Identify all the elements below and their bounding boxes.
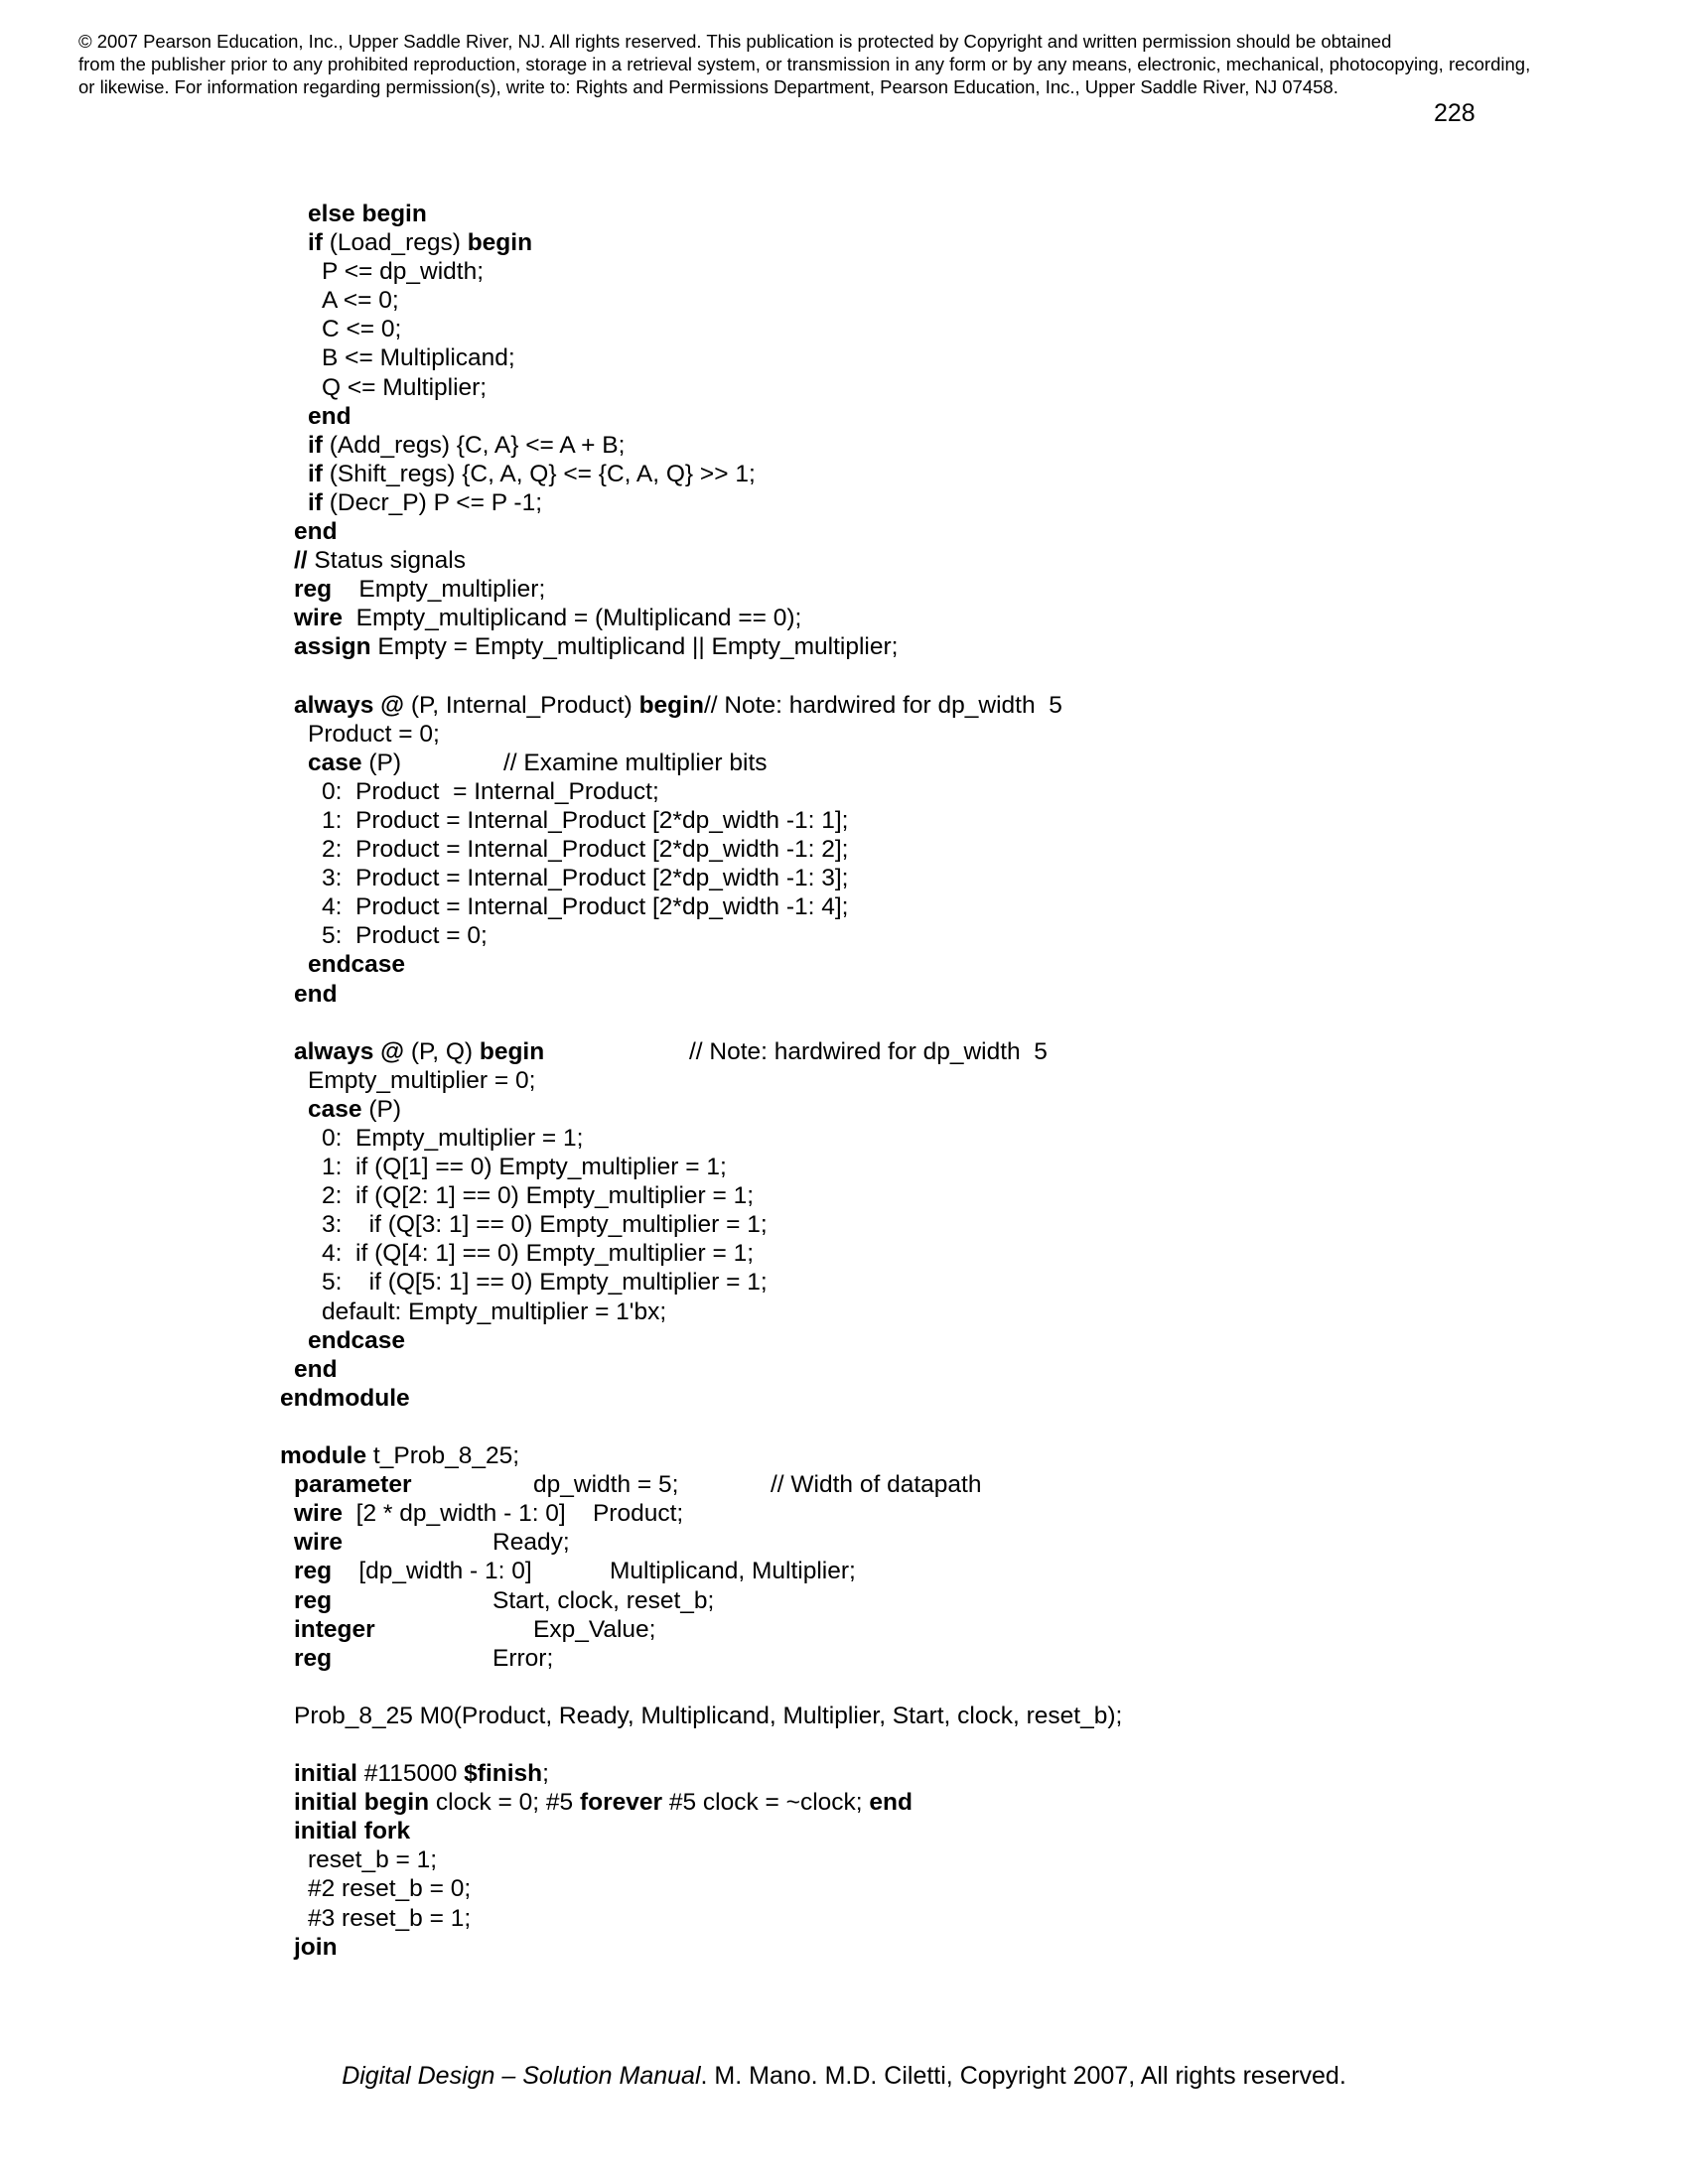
code-keyword: else begin [308,201,427,227]
code-line [280,1037,1122,1066]
code-text: 5: Product = 0; [322,922,488,950]
code-keyword: wire [294,1529,344,1557]
code-line [280,1673,1122,1702]
code-keyword: case [308,749,362,776]
code-line [280,1268,1122,1297]
code-tabbed-text: Start, clock, reset_b; [492,1586,715,1614]
code-line [280,257,1122,286]
code-tabbed-text: Error; [492,1644,554,1672]
code-keyword: $finish [464,1760,543,1788]
code-keyword: if [308,431,323,459]
code-keyword: if [308,460,323,487]
code-text: #5 clock = ~clock; [662,1789,870,1817]
code-text: 3: if (Q[3: 1] == 0) Empty_multiplier = 1; [322,1211,768,1239]
code-keyword: if [308,229,323,257]
code-text: 3: Product = Internal_Product [2*dp_width -1: 3]; [322,865,849,892]
code-line [280,343,1122,372]
code-text: clock = 0; #5 [429,1789,580,1817]
code-text: Empty_multiplier; [332,576,546,604]
code-keyword: initial [294,1760,357,1788]
code-keyword: begin [479,1037,545,1065]
code-text: (Add_regs) {C, A} <= A + B; [322,431,626,459]
code-line [280,1817,1122,1845]
code-keyword: reg [294,1644,333,1672]
code-line [280,632,1122,661]
code-line [280,1730,1122,1759]
code-text: #3 reset_b = 1; [308,1904,472,1932]
code-line [280,1355,1122,1384]
code-line [280,1528,1122,1557]
code-line [280,1586,1122,1615]
code-tabbed-text: Exp_Value; [533,1615,656,1643]
code-text: #2 reset_b = 0; [308,1875,472,1903]
code-keyword: end [294,980,338,1008]
code-line [280,1933,1122,1962]
verilog-code-listing [280,200,1122,1962]
code-keyword: end [308,402,352,430]
code-text: // Note: hardwired for dp_width 5 [703,691,1062,719]
code-keyword: reg [294,1586,333,1614]
code-tabbed-text: Ready; [492,1529,570,1557]
page-number: 228 [1434,99,1476,127]
code-text: Status signals [307,547,466,575]
code-text: t_Prob_8_25; [366,1442,520,1470]
code-line [280,1124,1122,1153]
code-keyword: reg [294,1558,333,1585]
code-line [280,1615,1122,1644]
code-keyword: initial fork [294,1818,411,1845]
code-text: (Load_regs) [322,229,468,257]
code-line [280,460,1122,488]
code-text: 0: Product = Internal_Product; [322,777,659,805]
code-text: #115000 [356,1760,465,1788]
code-line [280,921,1122,950]
code-line [280,835,1122,864]
code-keyword: join [294,1933,338,1961]
code-text: 2: Product = Internal_Product [2*dp_width -1: 2]; [322,836,849,864]
code-keyword: always @ [294,1037,405,1065]
code-keyword: end [294,1355,338,1383]
code-line [280,1644,1122,1673]
code-line [280,1788,1122,1817]
code-text: 4: if (Q[4: 1] == 0) Empty_multiplier = 1; [322,1240,755,1268]
code-keyword: endmodule [280,1384,410,1412]
code-tabbed-text: dp_width = 5; [533,1471,679,1499]
code-text: 5: if (Q[5: 1] == 0) Empty_multiplier = 1; [322,1269,768,1297]
code-line [280,720,1122,749]
code-text: C <= 0; [322,316,402,343]
copyright-notice [78,30,1627,98]
code-keyword: // [294,547,308,575]
code-text: (P) [361,749,401,776]
code-keyword: wire [294,1500,344,1528]
code-line [280,1499,1122,1528]
code-keyword: case [308,1095,362,1123]
code-line [280,691,1122,720]
code-keyword: assign [294,633,371,661]
code-text: Empty_multiplicand = (Multiplicand == 0); [343,605,802,632]
code-line [280,488,1122,517]
code-line [280,546,1122,575]
code-keyword: if [308,488,323,516]
code-line [280,1470,1122,1499]
code-line [280,1326,1122,1355]
code-line [280,1384,1122,1413]
copyright-line: from the publisher prior to any prohibited reproduction, storage in a retrieval system, or transmission in any form or by any means, electronic, mechanical, photocopying, recording, [78,54,1531,74]
code-line [280,228,1122,257]
code-line [280,402,1122,431]
code-text: Product = 0; [308,720,440,748]
code-line [280,1153,1122,1181]
code-text: Empty_multiplier = 0; [308,1066,536,1094]
code-line [280,1904,1122,1933]
code-line [280,575,1122,604]
code-keyword: forever [579,1789,663,1817]
copyright-line: or likewise. For information regarding permission(s), write to: Rights and Permissions Department, Pearson Education, Inc., Upper Saddle River, NJ 07458. [78,76,1338,97]
code-text: ; [542,1760,549,1788]
code-text: 0: Empty_multiplier = 1; [322,1125,584,1152]
code-line [280,1181,1122,1210]
code-line [280,806,1122,835]
code-keyword: endcase [308,1326,406,1354]
code-line [280,892,1122,921]
code-line [280,1874,1122,1903]
code-keyword: reg [294,576,333,604]
code-line [280,777,1122,806]
code-keyword: integer [294,1615,375,1643]
code-line [280,517,1122,546]
code-text: [dp_width - 1: 0] [332,1558,532,1585]
code-keyword: end [869,1789,913,1817]
code-tabbed-text: // Width of datapath [771,1471,982,1499]
code-text: Q <= Multiplier; [322,373,488,401]
code-line [280,286,1122,315]
code-tabbed-text: Multiplicand, Multiplier; [610,1558,856,1585]
code-text: (P) [361,1095,401,1123]
code-line [280,1009,1122,1037]
code-keyword: begin [467,229,533,257]
code-line [280,200,1122,228]
code-line [280,1066,1122,1095]
code-keyword: initial begin [294,1789,430,1817]
code-text: [2 * dp_width - 1: 0] Product; [343,1500,684,1528]
code-line [280,980,1122,1009]
code-line [280,373,1122,402]
code-line [280,950,1122,979]
code-text: (P, Internal_Product) [404,691,639,719]
code-keyword: always @ [294,691,405,719]
code-keyword: wire [294,605,344,632]
code-line [280,604,1122,632]
code-text: Empty = Empty_multiplicand || Empty_multiplier; [370,633,899,661]
code-text: (P, Q) [404,1037,480,1065]
copyright-line: © 2007 Pearson Education, Inc., Upper Saddle River, NJ. All rights reserved. This publication is protected by Copyright and written permission should be obtained [78,31,1392,52]
code-line [280,662,1122,691]
code-line [280,864,1122,892]
code-text: (Shift_regs) {C, A, Q} <= {C, A, Q} >> 1; [322,460,756,487]
code-line [280,1441,1122,1470]
code-text: B <= Multiplicand; [322,344,515,372]
footer-credits: . M. Mano. M.D. Ciletti, Copyright 2007, All rights reserved. [700,2062,1346,2090]
code-text: (Decr_P) P <= P -1; [322,488,543,516]
code-line [280,1845,1122,1874]
code-text: Prob_8_25 M0(Product, Ready, Multiplicand, Multiplier, Start, clock, reset_b); [294,1702,1123,1729]
code-line [280,1239,1122,1268]
code-line [280,1210,1122,1239]
code-tabbed-text: // Examine multiplier bits [503,749,768,776]
code-keyword: parameter [294,1471,412,1499]
code-line [280,1557,1122,1585]
code-text: 1: Product = Internal_Product [2*dp_width -1: 1]; [322,806,849,834]
code-line [280,315,1122,343]
code-keyword: begin [638,691,704,719]
code-line [280,1759,1122,1788]
code-line [280,749,1122,777]
footer-book-title: Digital Design – Solution Manual [342,2062,701,2090]
code-text: 4: Product = Internal_Product [2*dp_width -1: 4]; [322,893,849,921]
footer [0,2061,1688,2091]
code-line [280,1413,1122,1441]
code-line [280,431,1122,460]
code-text: reset_b = 1; [308,1846,438,1874]
code-keyword: module [280,1442,367,1470]
code-keyword: end [294,518,338,546]
code-text: P <= dp_width; [322,258,485,286]
code-text: default: Empty_multiplier = 1'bx; [322,1297,667,1325]
code-line [280,1095,1122,1124]
code-tabbed-text: // Note: hardwired for dp_width 5 [689,1037,1048,1065]
code-text: 2: if (Q[2: 1] == 0) Empty_multiplier = 1; [322,1182,755,1210]
code-text: A <= 0; [322,287,399,315]
code-line [280,1702,1122,1730]
code-text: 1: if (Q[1] == 0) Empty_multiplier = 1; [322,1154,727,1181]
code-keyword: endcase [308,951,406,979]
code-line [280,1297,1122,1326]
